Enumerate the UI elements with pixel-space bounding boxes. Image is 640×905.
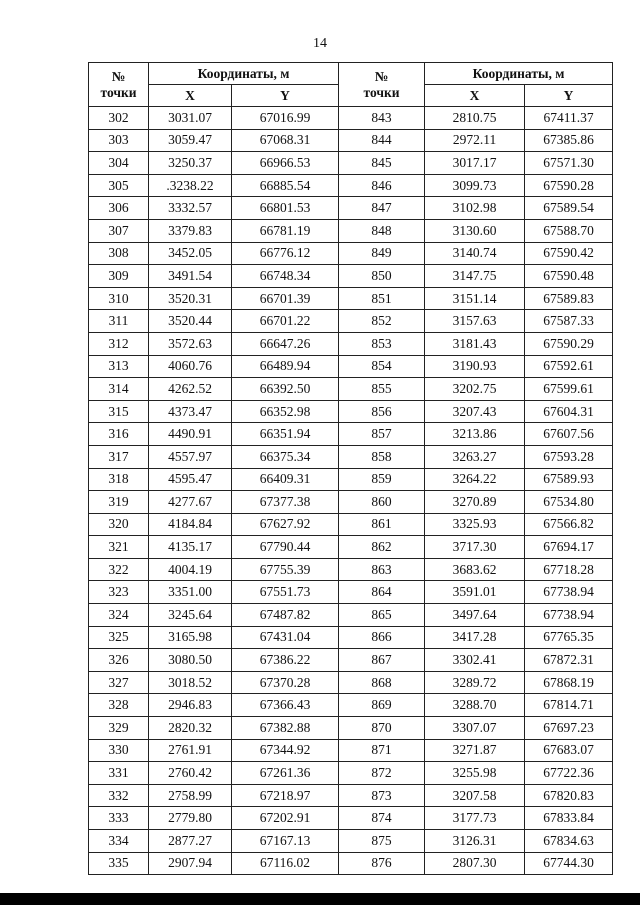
- x-cell: 2877.27: [149, 830, 232, 853]
- point-number-cell: 318: [89, 468, 149, 491]
- table-row: [89, 265, 613, 288]
- coordinates-table: [88, 62, 613, 875]
- x-cell: 2779.80: [149, 807, 232, 830]
- x-cell: 4184.84: [149, 513, 232, 536]
- x-cell: 3288.70: [425, 694, 525, 717]
- x-cell: 3264.22: [425, 468, 525, 491]
- x-cell: 3102.98: [425, 197, 525, 220]
- x-cell: 3497.64: [425, 604, 525, 627]
- y-cell: 67590.28: [525, 174, 613, 197]
- y-cell: 67718.28: [525, 558, 613, 581]
- x-cell: 3520.44: [149, 310, 232, 333]
- point-number-cell: 873: [339, 784, 425, 807]
- y-cell: 66352.98: [232, 400, 339, 423]
- y-cell: 67765.35: [525, 626, 613, 649]
- y-cell: 66748.34: [232, 265, 339, 288]
- y-cell: 67411.37: [525, 107, 613, 130]
- point-number-cell: 850: [339, 265, 425, 288]
- x-cell: 3452.05: [149, 242, 232, 265]
- table-row: [89, 491, 613, 514]
- x-cell: 3379.83: [149, 219, 232, 242]
- table-row: [89, 558, 613, 581]
- x-cell: 2972.11: [425, 129, 525, 152]
- point-number-cell: 861: [339, 513, 425, 536]
- x-cell: 3263.27: [425, 445, 525, 468]
- y-cell: 67589.83: [525, 287, 613, 310]
- y-cell: 66392.50: [232, 378, 339, 401]
- y-cell: 66781.19: [232, 219, 339, 242]
- x-cell: 4060.76: [149, 355, 232, 378]
- x-cell: 3417.28: [425, 626, 525, 649]
- table-row: [89, 219, 613, 242]
- point-number-cell: 870: [339, 717, 425, 740]
- y-cell: 67833.84: [525, 807, 613, 830]
- point-number-cell: 331: [89, 762, 149, 785]
- table-row: [89, 332, 613, 355]
- point-number-cell: 844: [339, 129, 425, 152]
- x-cell: 3520.31: [149, 287, 232, 310]
- y-cell: 67534.80: [525, 491, 613, 514]
- point-number-cell: 306: [89, 197, 149, 220]
- table-row: [89, 107, 613, 130]
- x-cell: 3271.87: [425, 739, 525, 762]
- point-number-cell: 871: [339, 739, 425, 762]
- x-cell: 4595.47: [149, 468, 232, 491]
- table-header: [89, 63, 613, 107]
- y-cell: 67487.82: [232, 604, 339, 627]
- y-cell: 67366.43: [232, 694, 339, 717]
- y-cell: 66647.26: [232, 332, 339, 355]
- y-cell: 67551.73: [232, 581, 339, 604]
- y-cell: 67218.97: [232, 784, 339, 807]
- y-cell: 67590.29: [525, 332, 613, 355]
- y-header-right: Y: [525, 85, 613, 107]
- table-row: [89, 355, 613, 378]
- table-row: [89, 536, 613, 559]
- x-cell: 3140.74: [425, 242, 525, 265]
- point-number-cell: 324: [89, 604, 149, 627]
- y-cell: 67261.36: [232, 762, 339, 785]
- x-cell: 3307.07: [425, 717, 525, 740]
- y-cell: 66375.34: [232, 445, 339, 468]
- y-cell: 67167.13: [232, 830, 339, 853]
- y-cell: 67738.94: [525, 604, 613, 627]
- point-number-cell: 848: [339, 219, 425, 242]
- y-header-left: Y: [232, 85, 339, 107]
- point-number-cell: 327: [89, 671, 149, 694]
- point-number-cell: 866: [339, 626, 425, 649]
- x-cell: 3099.73: [425, 174, 525, 197]
- point-number-cell: 875: [339, 830, 425, 853]
- y-cell: 67370.28: [232, 671, 339, 694]
- table-row: [89, 784, 613, 807]
- point-number-cell: 858: [339, 445, 425, 468]
- y-cell: 67814.71: [525, 694, 613, 717]
- x-cell: 4373.47: [149, 400, 232, 423]
- x-cell: 3250.37: [149, 152, 232, 175]
- x-cell: 3151.14: [425, 287, 525, 310]
- point-number-cell: 320: [89, 513, 149, 536]
- x-cell: 3491.54: [149, 265, 232, 288]
- x-cell: 3325.93: [425, 513, 525, 536]
- x-cell: 3190.93: [425, 355, 525, 378]
- x-cell: 3130.60: [425, 219, 525, 242]
- y-cell: 67386.22: [232, 649, 339, 672]
- point-number-cell: 847: [339, 197, 425, 220]
- y-cell: 66701.22: [232, 310, 339, 333]
- point-number-cell: 314: [89, 378, 149, 401]
- x-cell: 3018.52: [149, 671, 232, 694]
- point-number-cell: 326: [89, 649, 149, 672]
- x-cell: 3181.43: [425, 332, 525, 355]
- page-number: 14: [313, 36, 327, 51]
- x-cell: 3289.72: [425, 671, 525, 694]
- point-number-cell: 312: [89, 332, 149, 355]
- y-cell: 66801.53: [232, 197, 339, 220]
- x-cell: 3202.75: [425, 378, 525, 401]
- y-cell: 67431.04: [232, 626, 339, 649]
- x-cell: 3717.30: [425, 536, 525, 559]
- y-cell: 66885.54: [232, 174, 339, 197]
- x-cell: 3591.01: [425, 581, 525, 604]
- table-row: [89, 400, 613, 423]
- table-row: [89, 242, 613, 265]
- point-number-cell: 316: [89, 423, 149, 446]
- point-number-cell: 313: [89, 355, 149, 378]
- table-row: [89, 852, 613, 875]
- number-sign: №: [374, 68, 389, 84]
- y-cell: 67604.31: [525, 400, 613, 423]
- x-header-right: X: [425, 85, 525, 107]
- point-number-cell: 319: [89, 491, 149, 514]
- x-cell: 2807.30: [425, 852, 525, 875]
- table-row: [89, 513, 613, 536]
- point-number-header-right: [339, 63, 425, 107]
- y-cell: 67738.94: [525, 581, 613, 604]
- x-cell: 3683.62: [425, 558, 525, 581]
- x-cell: 3031.07: [149, 107, 232, 130]
- point-number-cell: 867: [339, 649, 425, 672]
- y-cell: 67068.31: [232, 129, 339, 152]
- point-number-cell: 329: [89, 717, 149, 740]
- point-number-cell: 860: [339, 491, 425, 514]
- x-cell: 3207.43: [425, 400, 525, 423]
- y-cell: 67722.36: [525, 762, 613, 785]
- x-cell: 3157.63: [425, 310, 525, 333]
- y-cell: 67016.99: [232, 107, 339, 130]
- table-row: [89, 807, 613, 830]
- point-number-cell: 309: [89, 265, 149, 288]
- y-cell: 67571.30: [525, 152, 613, 175]
- table-row: [89, 762, 613, 785]
- point-number-cell: 332: [89, 784, 149, 807]
- x-cell: 3147.75: [425, 265, 525, 288]
- point-number-cell: 304: [89, 152, 149, 175]
- x-cell: 2946.83: [149, 694, 232, 717]
- y-cell: 66776.12: [232, 242, 339, 265]
- x-cell: 2907.94: [149, 852, 232, 875]
- point-number-cell: 328: [89, 694, 149, 717]
- point-number-cell: 869: [339, 694, 425, 717]
- y-cell: 66351.94: [232, 423, 339, 446]
- y-cell: 66966.53: [232, 152, 339, 175]
- point-number-cell: 876: [339, 852, 425, 875]
- x-cell: 3572.63: [149, 332, 232, 355]
- y-cell: 66489.94: [232, 355, 339, 378]
- point-number-cell: 334: [89, 830, 149, 853]
- x-cell: 4262.52: [149, 378, 232, 401]
- table-row: [89, 717, 613, 740]
- x-cell: 3165.98: [149, 626, 232, 649]
- y-cell: 67377.38: [232, 491, 339, 514]
- x-cell: 3270.89: [425, 491, 525, 514]
- x-cell: 3207.58: [425, 784, 525, 807]
- point-number-cell: 865: [339, 604, 425, 627]
- point-number-cell: 305: [89, 174, 149, 197]
- y-cell: 67697.23: [525, 717, 613, 740]
- point-number-cell: 857: [339, 423, 425, 446]
- x-cell: .3238.22: [149, 174, 232, 197]
- x-cell: 2758.99: [149, 784, 232, 807]
- table-row: [89, 581, 613, 604]
- y-cell: 67744.30: [525, 852, 613, 875]
- point-number-cell: 333: [89, 807, 149, 830]
- x-cell: 3332.57: [149, 197, 232, 220]
- y-cell: 66409.31: [232, 468, 339, 491]
- x-cell: 4557.97: [149, 445, 232, 468]
- point-number-cell: 856: [339, 400, 425, 423]
- table-row: [89, 445, 613, 468]
- y-cell: 67589.54: [525, 197, 613, 220]
- x-cell: 3059.47: [149, 129, 232, 152]
- point-number-cell: 330: [89, 739, 149, 762]
- point-number-cell: 335: [89, 852, 149, 875]
- coordinates-header-left: Координаты, м: [149, 63, 339, 85]
- y-cell: 67587.33: [525, 310, 613, 333]
- point-number-cell: 310: [89, 287, 149, 310]
- y-cell: 67344.92: [232, 739, 339, 762]
- point-number-cell: 851: [339, 287, 425, 310]
- x-cell: 3177.73: [425, 807, 525, 830]
- table-row: [89, 423, 613, 446]
- y-cell: 67790.44: [232, 536, 339, 559]
- y-cell: 67202.91: [232, 807, 339, 830]
- table-row: [89, 604, 613, 627]
- y-cell: 67872.31: [525, 649, 613, 672]
- x-cell: 3302.41: [425, 649, 525, 672]
- y-cell: 67599.61: [525, 378, 613, 401]
- table-row: [89, 830, 613, 853]
- table-row: [89, 468, 613, 491]
- point-number-cell: 846: [339, 174, 425, 197]
- point-label: точки: [100, 84, 137, 100]
- point-label: точки: [363, 84, 400, 100]
- y-cell: 67683.07: [525, 739, 613, 762]
- x-cell: 2810.75: [425, 107, 525, 130]
- point-number-cell: 862: [339, 536, 425, 559]
- y-cell: 67385.86: [525, 129, 613, 152]
- table-row: [89, 626, 613, 649]
- point-number-cell: 325: [89, 626, 149, 649]
- point-number-cell: 323: [89, 581, 149, 604]
- y-cell: 67755.39: [232, 558, 339, 581]
- point-number-cell: 874: [339, 807, 425, 830]
- x-cell: 3126.31: [425, 830, 525, 853]
- x-cell: 3080.50: [149, 649, 232, 672]
- point-number-cell: 849: [339, 242, 425, 265]
- point-number-header-left: [89, 63, 149, 107]
- table-row: [89, 310, 613, 333]
- point-number-cell: 315: [89, 400, 149, 423]
- y-cell: 67592.61: [525, 355, 613, 378]
- y-cell: 66701.39: [232, 287, 339, 310]
- y-cell: 67566.82: [525, 513, 613, 536]
- y-cell: 67627.92: [232, 513, 339, 536]
- point-number-cell: 852: [339, 310, 425, 333]
- table-row: [89, 739, 613, 762]
- scan-bottom-edge: [0, 893, 640, 905]
- table-row: [89, 671, 613, 694]
- x-cell: 2760.42: [149, 762, 232, 785]
- point-number-cell: 854: [339, 355, 425, 378]
- point-number-cell: 864: [339, 581, 425, 604]
- y-cell: 67820.83: [525, 784, 613, 807]
- point-number-cell: 322: [89, 558, 149, 581]
- x-cell: 4135.17: [149, 536, 232, 559]
- point-number-cell: 855: [339, 378, 425, 401]
- y-cell: 67834.63: [525, 830, 613, 853]
- x-cell: 3255.98: [425, 762, 525, 785]
- number-sign: №: [111, 68, 126, 84]
- point-number-cell: 302: [89, 107, 149, 130]
- x-header-left: X: [149, 85, 232, 107]
- point-number-cell: 303: [89, 129, 149, 152]
- y-cell: 67868.19: [525, 671, 613, 694]
- point-number-cell: 845: [339, 152, 425, 175]
- point-number-cell: 853: [339, 332, 425, 355]
- table-row: [89, 694, 613, 717]
- x-cell: 3017.17: [425, 152, 525, 175]
- point-number-cell: 859: [339, 468, 425, 491]
- point-number-cell: 321: [89, 536, 149, 559]
- point-number-cell: 863: [339, 558, 425, 581]
- y-cell: 67607.56: [525, 423, 613, 446]
- table-row: [89, 287, 613, 310]
- x-cell: 2761.91: [149, 739, 232, 762]
- y-cell: 67589.93: [525, 468, 613, 491]
- point-number-cell: 868: [339, 671, 425, 694]
- x-cell: 3351.00: [149, 581, 232, 604]
- point-number-cell: 307: [89, 219, 149, 242]
- table-body: [89, 107, 613, 875]
- x-cell: 4277.67: [149, 491, 232, 514]
- x-cell: 4490.91: [149, 423, 232, 446]
- x-cell: 3213.86: [425, 423, 525, 446]
- y-cell: 67694.17: [525, 536, 613, 559]
- y-cell: 67593.28: [525, 445, 613, 468]
- table-row: [89, 152, 613, 175]
- y-cell: 67116.02: [232, 852, 339, 875]
- point-number-cell: 317: [89, 445, 149, 468]
- y-cell: 67588.70: [525, 219, 613, 242]
- x-cell: 4004.19: [149, 558, 232, 581]
- point-number-cell: 843: [339, 107, 425, 130]
- point-number-cell: 308: [89, 242, 149, 265]
- point-number-cell: 872: [339, 762, 425, 785]
- x-cell: 3245.64: [149, 604, 232, 627]
- table-row: [89, 129, 613, 152]
- table-row: [89, 649, 613, 672]
- table-row: [89, 174, 613, 197]
- y-cell: 67590.42: [525, 242, 613, 265]
- point-number-cell: 311: [89, 310, 149, 333]
- table-row: [89, 378, 613, 401]
- x-cell: 2820.32: [149, 717, 232, 740]
- table-row: [89, 197, 613, 220]
- y-cell: 67590.48: [525, 265, 613, 288]
- coordinates-header-right: Координаты, м: [425, 63, 613, 85]
- y-cell: 67382.88: [232, 717, 339, 740]
